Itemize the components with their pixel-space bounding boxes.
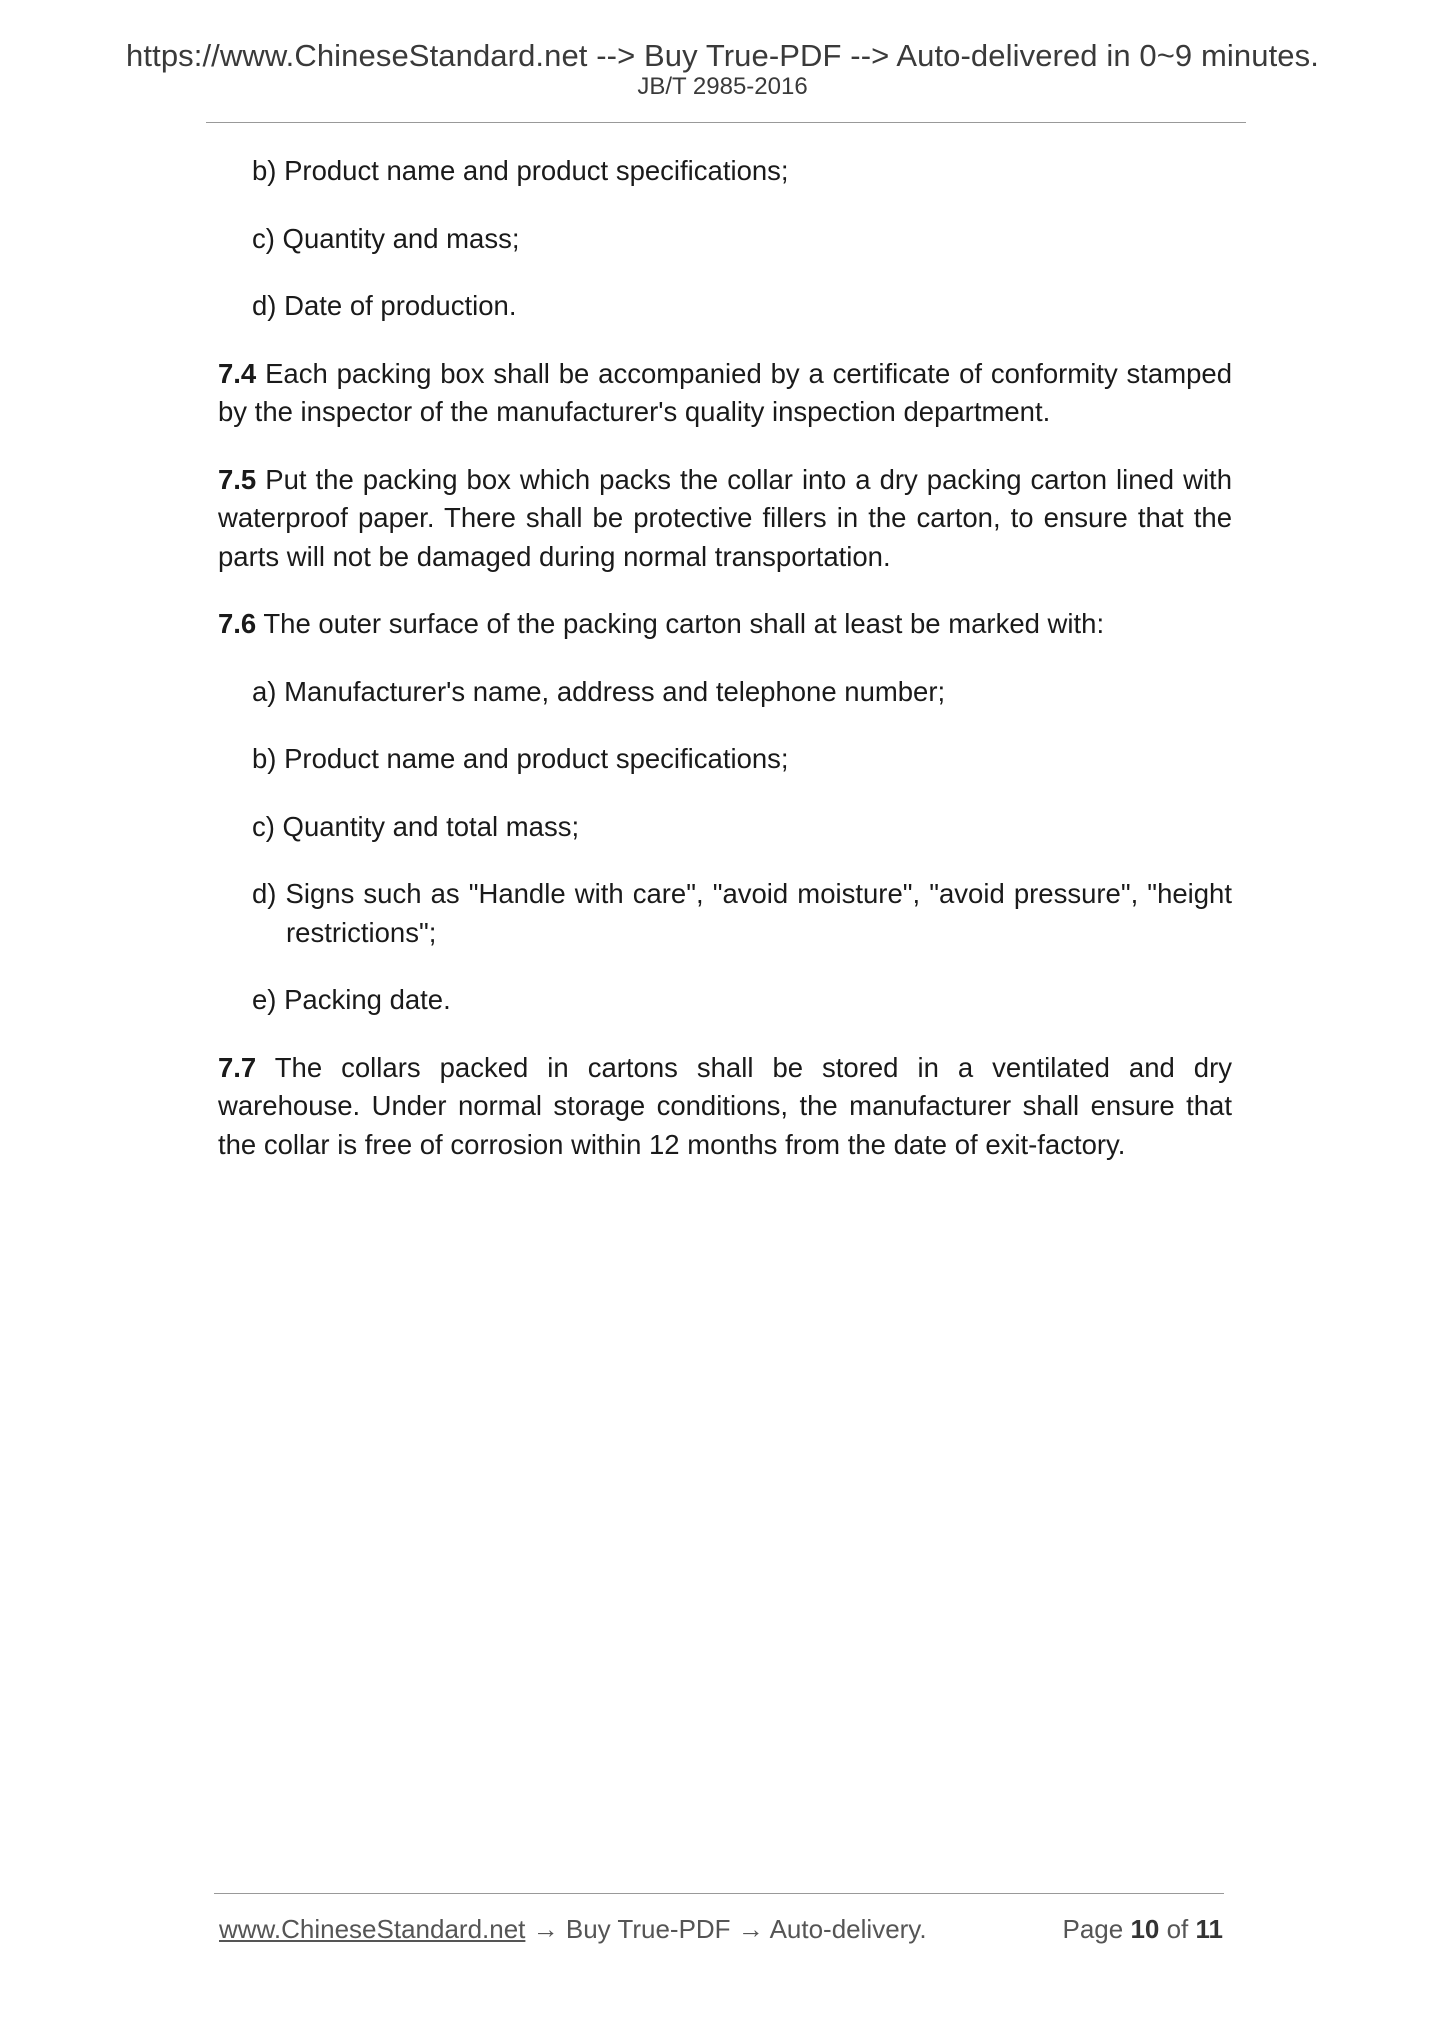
clause-text: Put the packing box which packs the collar into a dry packing carton lined with waterproof paper. There shall be protective fillers in the carton, to ensure that the parts will not be damaged during normal transportation. — [218, 463, 1232, 572]
clause-number: 7.5 — [218, 463, 257, 495]
site-link[interactable]: www.ChineseStandard.net — [219, 1914, 526, 1944]
list-item: e) Packing date. — [252, 984, 451, 1015]
list-item: b) Product name and product specifications; — [252, 155, 789, 186]
document-body — [218, 152, 1232, 1193]
clause-7-7 — [218, 1049, 1232, 1165]
clause-7-5 — [218, 461, 1232, 577]
page-number — [1062, 1914, 1223, 1945]
list-item: d) Signs such as "Handle with care", "avoid moisture", "avoid pressure", "height restrictions"; — [252, 878, 1232, 948]
list-item: b) Product name and product specifications; — [252, 743, 789, 774]
clause-text: The outer surface of the packing carton shall at least be marked with: — [256, 608, 1105, 639]
list-item: c) Quantity and total mass; — [252, 810, 580, 842]
list-item: a) Manufacturer's name, address and telephone number; — [252, 675, 946, 707]
clause-7-4 — [218, 355, 1232, 432]
top-banner: https://www.ChineseStandard.net --> Buy True-PDF --> Auto-delivered in 0~9 minutes. — [126, 38, 1319, 73]
list-item: d) Date of production. — [252, 290, 517, 321]
clause-number: 7.6 — [218, 608, 257, 639]
footer-left — [219, 1914, 927, 1945]
page-current: 10 — [1130, 1914, 1160, 1944]
list-item: c) Quantity and mass; — [252, 222, 520, 254]
page-of: of — [1159, 1914, 1196, 1944]
clause-text: The collars packed in cartons shall be stored in a ventilated and dry warehouse. Under normal storage conditions, the manufacturer shall ensure that the collar is free of corrosion within 12 months from the date of exit-factory. — [218, 1051, 1232, 1160]
footer-tagline: → Buy True-PDF → Auto-delivery. — [525, 1914, 927, 1944]
header-divider — [206, 122, 1246, 123]
footer-divider — [214, 1893, 1224, 1894]
clause-number: 7.4 — [218, 357, 257, 389]
page-label: Page — [1062, 1914, 1131, 1944]
page-total: 11 — [1195, 1914, 1223, 1944]
clause-text: Each packing box shall be accompanied by a certificate of conformity stamped by the inspector of the manufacturer's quality inspection department. — [218, 357, 1232, 427]
clause-7-6 — [218, 605, 1232, 644]
standard-code: JB/T 2985-2016 — [637, 73, 808, 100]
clause-number: 7.7 — [218, 1051, 257, 1083]
